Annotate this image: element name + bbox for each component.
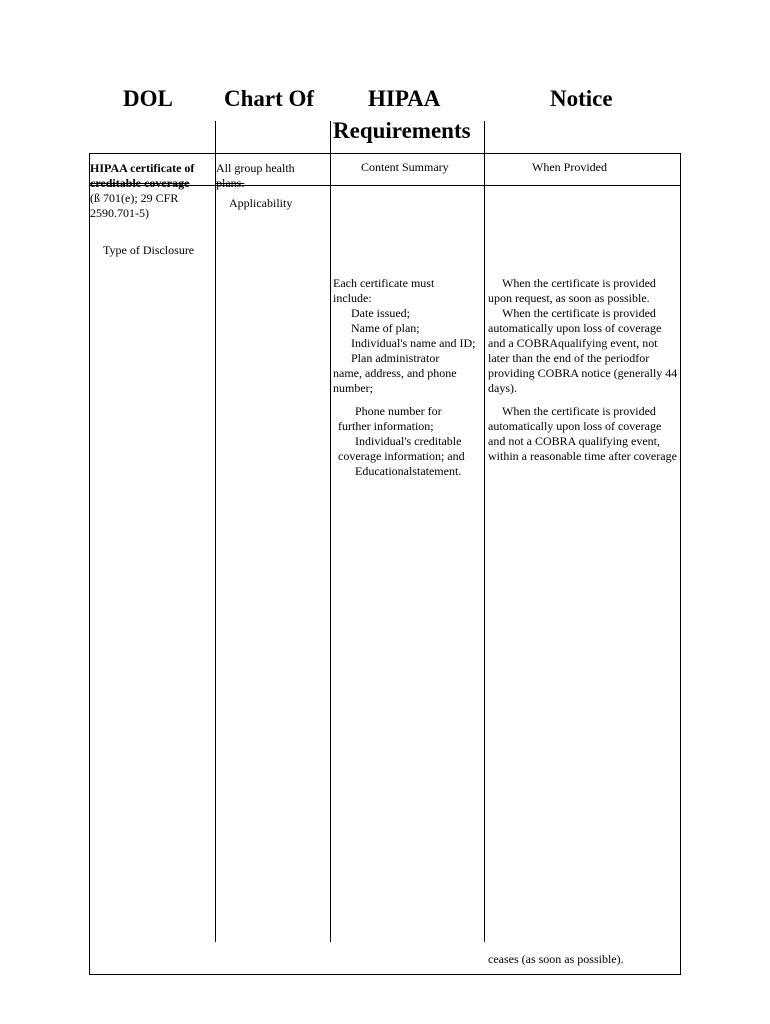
content-line: coverage information; and (338, 449, 465, 463)
table-bottom-border (89, 974, 681, 975)
header-requirements: Requirements (333, 118, 471, 143)
content-line: Date issued; (351, 306, 410, 320)
content-line: Phone number for (355, 404, 442, 418)
content-line: Each certificate must (333, 276, 435, 290)
when-line: When the certificate is provided (502, 276, 656, 290)
header-chart-of: Chart Of (224, 86, 315, 111)
header-notice: Notice (550, 86, 613, 111)
when-line: days). (488, 381, 517, 395)
when-line: and not a COBRA qualifying event, (488, 434, 660, 448)
table-right-border (680, 153, 681, 975)
column-divider-3 (484, 121, 485, 942)
when-line: later than the end of the periodfor (488, 351, 650, 365)
content-line: Educationalstatement. (355, 464, 462, 478)
when-provided-header: When Provided (532, 160, 607, 174)
applicability-value-line1: All group health (216, 161, 295, 175)
header-dol: DOL (123, 86, 173, 111)
when-line: When the certificate is provided (502, 404, 656, 418)
when-line: When the certificate is provided (502, 306, 656, 320)
header-hipaa: HIPAA (368, 86, 441, 111)
when-line: providing COBRA notice (generally 44 (488, 366, 678, 380)
when-line: and a COBRAqualifying event, not (488, 336, 658, 350)
disclosure-citation-line2: 2590.701-5) (90, 206, 149, 220)
disclosure-title-line2: creditable coverage (90, 176, 190, 190)
table-left-border (89, 153, 90, 975)
content-line: number; (333, 381, 373, 395)
content-line: include: (333, 291, 372, 305)
disclosure-citation-line1: (ß 701(e); 29 CFR (90, 191, 179, 205)
when-line: within a reasonable time after coverage (488, 449, 677, 463)
disclosure-title-line1: HIPAA certificate of (90, 161, 195, 175)
applicability-label: Applicability (229, 196, 293, 210)
content-line: Individual's name and ID; (351, 336, 476, 350)
content-line: further information; (338, 419, 434, 433)
content-summary-header: Content Summary (361, 160, 449, 174)
column-divider-2 (330, 121, 331, 942)
when-line: automatically upon loss of coverage (488, 419, 662, 433)
content-line: name, address, and phone (333, 366, 457, 380)
content-line: Individual's creditable (355, 434, 462, 448)
when-provided-footer: ceases (as soon as possible). (488, 952, 624, 966)
when-line: automatically upon loss of coverage (488, 321, 662, 335)
type-of-disclosure-label: Type of Disclosure (103, 243, 195, 257)
table-top-border (89, 153, 681, 154)
column-divider-1 (215, 121, 216, 942)
content-line: Plan administrator (351, 351, 440, 365)
applicability-value-line2: plans. (216, 176, 245, 190)
content-line: Name of plan; (351, 321, 420, 335)
when-line: upon request, as soon as possible. (488, 291, 650, 305)
